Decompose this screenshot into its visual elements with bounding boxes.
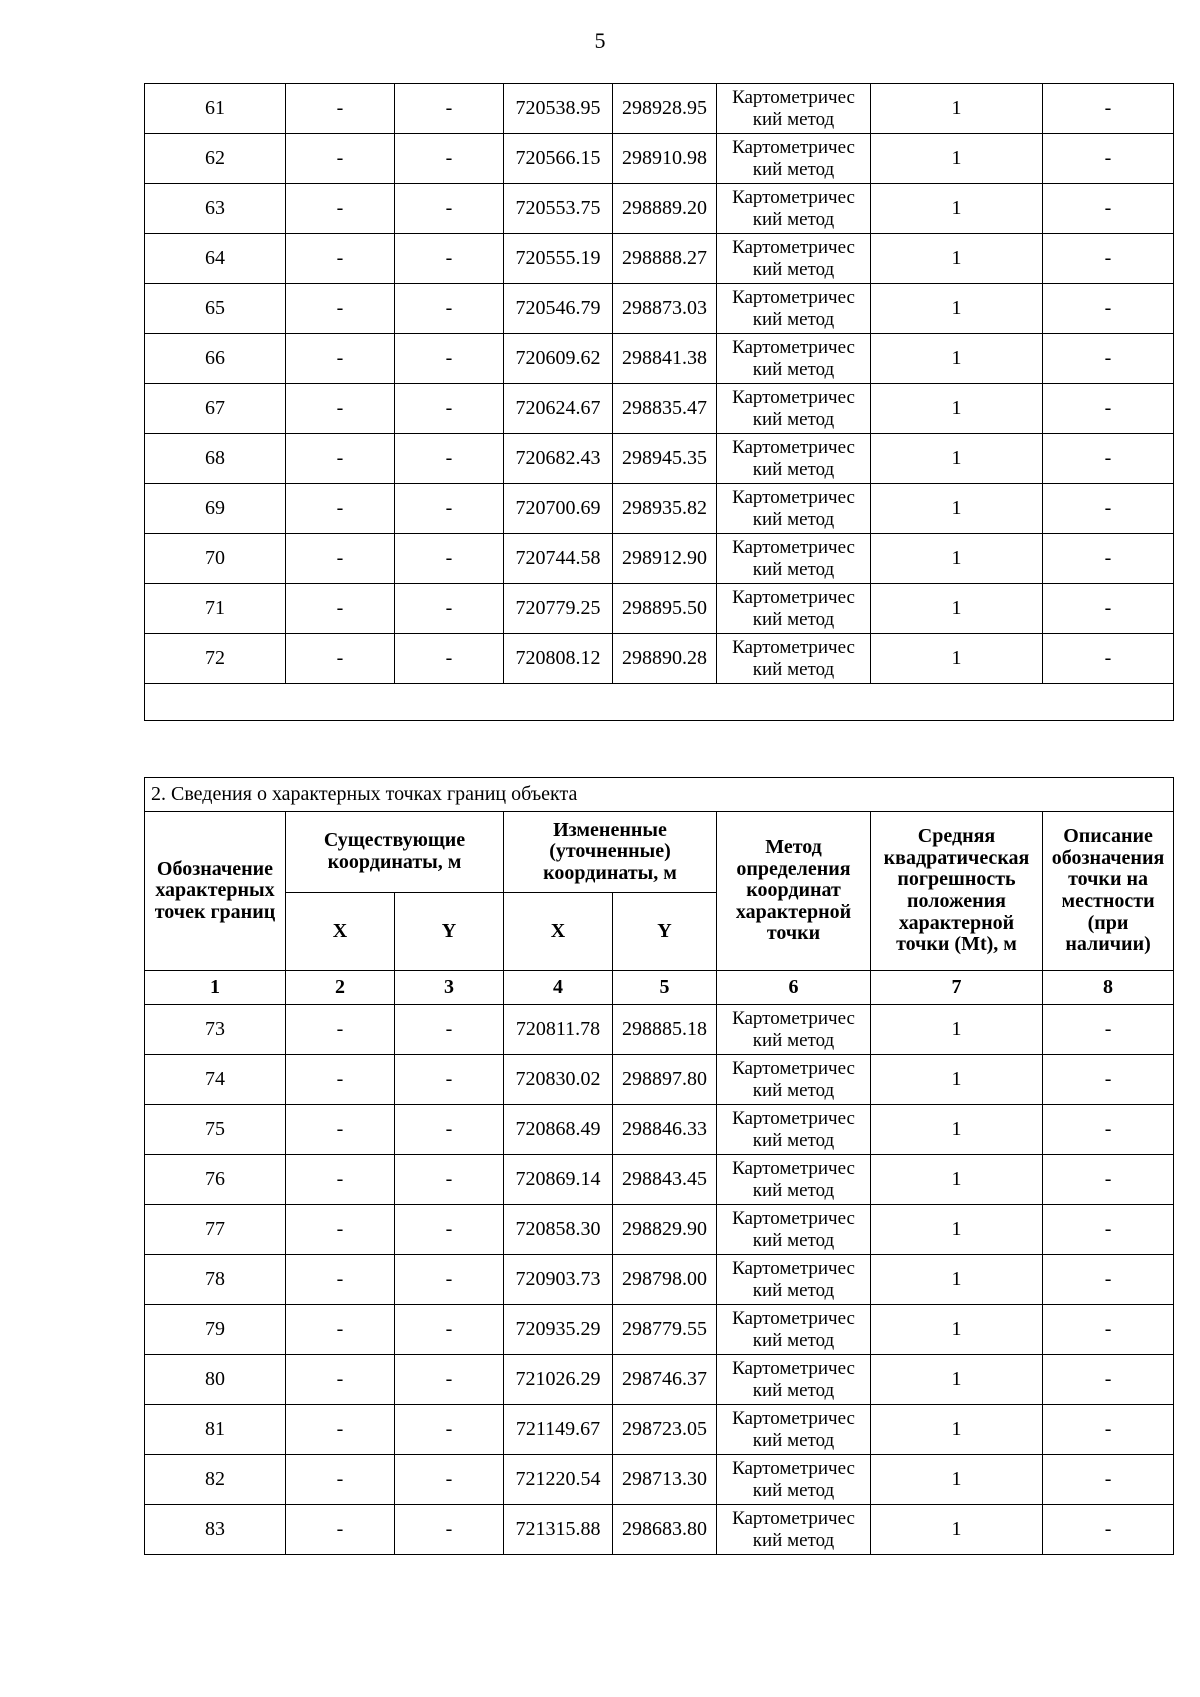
point-description: - — [1043, 184, 1174, 234]
changed-x: 720555.19 — [504, 234, 613, 284]
existing-y: - — [395, 284, 504, 334]
existing-y: - — [395, 434, 504, 484]
table-row — [145, 1105, 1174, 1155]
existing-x: - — [286, 134, 395, 184]
point-number: 72 — [145, 634, 286, 684]
changed-x: 720566.15 — [504, 134, 613, 184]
method-cell — [717, 484, 871, 534]
point-number: 69 — [145, 484, 286, 534]
changed-x: 721149.67 — [504, 1405, 613, 1455]
changed-y: 298912.90 — [613, 534, 717, 584]
method-cell — [717, 584, 871, 634]
existing-x: - — [286, 184, 395, 234]
method-line-1: Картометричес — [732, 587, 855, 609]
changed-y: 298928.95 — [613, 84, 717, 134]
header-changed-coordinates: Измененные (уточненные) координаты, м — [504, 812, 717, 893]
method-line-1: Картометричес — [732, 537, 855, 559]
table-row — [145, 134, 1174, 184]
existing-y: - — [395, 584, 504, 634]
point-number: 64 — [145, 234, 286, 284]
existing-y: - — [395, 1205, 504, 1255]
existing-y: - — [395, 234, 504, 284]
existing-x: - — [286, 1005, 395, 1055]
mean-error: 1 — [871, 1105, 1043, 1155]
existing-x: - — [286, 1255, 395, 1305]
point-description: - — [1043, 1055, 1174, 1105]
changed-x: 720682.43 — [504, 434, 613, 484]
changed-x: 721026.29 — [504, 1355, 613, 1405]
changed-x: 720858.30 — [504, 1205, 613, 1255]
method-line-2: кий метод — [752, 1379, 835, 1401]
method-line-2: кий метод — [752, 1179, 835, 1201]
point-description: - — [1043, 434, 1174, 484]
method-cell — [717, 434, 871, 484]
mean-error: 1 — [871, 134, 1043, 184]
changed-y: 298798.00 — [613, 1255, 717, 1305]
mean-error: 1 — [871, 1405, 1043, 1455]
method-cell — [717, 334, 871, 384]
method-line-2: кий метод — [752, 408, 835, 430]
point-number: 75 — [145, 1105, 286, 1155]
changed-x: 720779.25 — [504, 584, 613, 634]
point-description: - — [1043, 634, 1174, 684]
method-line-2: кий метод — [752, 1079, 835, 1101]
existing-y: - — [395, 1255, 504, 1305]
method-cell — [717, 1455, 871, 1505]
method-line-1: Картометричес — [732, 1058, 855, 1080]
table-row — [145, 1005, 1174, 1055]
method-line-1: Картометричес — [732, 1258, 855, 1280]
changed-x: 720700.69 — [504, 484, 613, 534]
method-cell — [717, 184, 871, 234]
mean-error: 1 — [871, 1155, 1043, 1205]
point-description: - — [1043, 1205, 1174, 1255]
mean-error: 1 — [871, 534, 1043, 584]
existing-y: - — [395, 1455, 504, 1505]
point-description: - — [1043, 334, 1174, 384]
existing-x: - — [286, 1205, 395, 1255]
existing-x: - — [286, 1355, 395, 1405]
point-description: - — [1043, 1005, 1174, 1055]
method-line-2: кий метод — [752, 158, 835, 180]
table-row — [145, 1305, 1174, 1355]
point-number: 68 — [145, 434, 286, 484]
existing-x: - — [286, 484, 395, 534]
column-number: 3 — [395, 971, 504, 1005]
existing-x: - — [286, 334, 395, 384]
method-line-2: кий метод — [752, 108, 835, 130]
method-cell — [717, 1305, 871, 1355]
point-number: 74 — [145, 1055, 286, 1105]
changed-y: 298829.90 — [613, 1205, 717, 1255]
existing-y: - — [395, 384, 504, 434]
column-number: 4 — [504, 971, 613, 1005]
method-cell — [717, 1505, 871, 1555]
existing-y: - — [395, 134, 504, 184]
column-numbers-row — [145, 971, 1174, 1005]
existing-y: - — [395, 84, 504, 134]
method-line-1: Картометричес — [732, 1108, 855, 1130]
method-line-1: Картометричес — [732, 87, 855, 109]
changed-y: 298910.98 — [613, 134, 717, 184]
point-number: 83 — [145, 1505, 286, 1555]
method-line-1: Картометричес — [732, 337, 855, 359]
table-row — [145, 384, 1174, 434]
existing-x: - — [286, 1455, 395, 1505]
mean-error: 1 — [871, 1005, 1043, 1055]
table-row — [145, 584, 1174, 634]
method-cell — [717, 1105, 871, 1155]
header-changed-y: Y — [613, 893, 717, 971]
existing-x: - — [286, 1055, 395, 1105]
table-row — [145, 334, 1174, 384]
changed-x: 720553.75 — [504, 184, 613, 234]
mean-error: 1 — [871, 384, 1043, 434]
method-line-1: Картометричес — [732, 237, 855, 259]
empty-row — [145, 684, 1174, 721]
existing-x: - — [286, 434, 395, 484]
point-description: - — [1043, 1155, 1174, 1205]
method-line-1: Картометричес — [732, 437, 855, 459]
changed-x: 721315.88 — [504, 1505, 613, 1555]
method-line-2: кий метод — [752, 1429, 835, 1451]
method-cell — [717, 1405, 871, 1455]
point-number: 73 — [145, 1005, 286, 1055]
method-line-2: кий метод — [752, 608, 835, 630]
existing-y: - — [395, 534, 504, 584]
mean-error: 1 — [871, 1055, 1043, 1105]
table-row — [145, 534, 1174, 584]
table-row — [145, 634, 1174, 684]
existing-x: - — [286, 1105, 395, 1155]
point-number: 80 — [145, 1355, 286, 1405]
existing-y: - — [395, 1155, 504, 1205]
existing-x: - — [286, 534, 395, 584]
changed-x: 720869.14 — [504, 1155, 613, 1205]
point-number: 63 — [145, 184, 286, 234]
point-number: 76 — [145, 1155, 286, 1205]
existing-x: - — [286, 584, 395, 634]
header-designation: Обозначение характерных точек границ — [145, 812, 286, 971]
method-line-2: кий метод — [752, 308, 835, 330]
point-number: 66 — [145, 334, 286, 384]
changed-x: 721220.54 — [504, 1455, 613, 1505]
header-description: Описание обозначения точки на местности (при наличии) — [1043, 812, 1174, 971]
table-caption: 2. Сведения о характерных точках границ объекта — [145, 778, 1174, 812]
existing-y: - — [395, 484, 504, 534]
method-cell — [717, 534, 871, 584]
method-line-1: Картометричес — [732, 187, 855, 209]
method-cell — [717, 1155, 871, 1205]
method-cell — [717, 84, 871, 134]
existing-y: - — [395, 1005, 504, 1055]
header-existing-coordinates: Существующие координаты, м — [286, 812, 504, 893]
point-description: - — [1043, 284, 1174, 334]
table-row — [145, 1455, 1174, 1505]
method-line-1: Картометричес — [732, 1458, 855, 1480]
existing-x: - — [286, 1305, 395, 1355]
changed-y: 298835.47 — [613, 384, 717, 434]
mean-error: 1 — [871, 1305, 1043, 1355]
table-row — [145, 1405, 1174, 1455]
method-line-1: Картометричес — [732, 137, 855, 159]
changed-x: 720808.12 — [504, 634, 613, 684]
method-cell — [717, 134, 871, 184]
point-description: - — [1043, 1505, 1174, 1555]
existing-y: - — [395, 1055, 504, 1105]
point-description: - — [1043, 84, 1174, 134]
method-line-2: кий метод — [752, 1479, 835, 1501]
method-line-2: кий метод — [752, 1129, 835, 1151]
point-number: 78 — [145, 1255, 286, 1305]
method-line-1: Картометричес — [732, 287, 855, 309]
point-description: - — [1043, 534, 1174, 584]
changed-y: 298897.80 — [613, 1055, 717, 1105]
header-error: Средняя квадратическая погрешность положения характерной точки (Mt), м — [871, 812, 1043, 971]
point-number: 71 — [145, 584, 286, 634]
method-cell — [717, 1205, 871, 1255]
existing-y: - — [395, 1105, 504, 1155]
changed-y: 298713.30 — [613, 1455, 717, 1505]
changed-x: 720744.58 — [504, 534, 613, 584]
column-number: 8 — [1043, 971, 1174, 1005]
point-number: 62 — [145, 134, 286, 184]
mean-error: 1 — [871, 284, 1043, 334]
existing-x: - — [286, 1405, 395, 1455]
changed-x: 720609.62 — [504, 334, 613, 384]
existing-x: - — [286, 1155, 395, 1205]
existing-y: - — [395, 1305, 504, 1355]
point-description: - — [1043, 584, 1174, 634]
table-caption-row — [145, 778, 1174, 812]
mean-error: 1 — [871, 334, 1043, 384]
point-description: - — [1043, 484, 1174, 534]
method-line-2: кий метод — [752, 558, 835, 580]
method-cell — [717, 1255, 871, 1305]
changed-y: 298935.82 — [613, 484, 717, 534]
existing-y: - — [395, 184, 504, 234]
changed-y: 298746.37 — [613, 1355, 717, 1405]
mean-error: 1 — [871, 234, 1043, 284]
method-cell — [717, 634, 871, 684]
changed-x: 720830.02 — [504, 1055, 613, 1105]
changed-y: 298895.50 — [613, 584, 717, 634]
mean-error: 1 — [871, 434, 1043, 484]
changed-y: 298723.05 — [613, 1405, 717, 1455]
point-number: 67 — [145, 384, 286, 434]
changed-x: 720624.67 — [504, 384, 613, 434]
method-cell — [717, 384, 871, 434]
existing-x: - — [286, 384, 395, 434]
method-line-1: Картометричес — [732, 1158, 855, 1180]
header-changed-x: X — [504, 893, 613, 971]
page-number: 5 — [594, 28, 606, 53]
mean-error: 1 — [871, 1355, 1043, 1405]
method-cell — [717, 284, 871, 334]
changed-x: 720868.49 — [504, 1105, 613, 1155]
boundary-points-table — [144, 777, 1174, 1555]
method-cell — [717, 234, 871, 284]
changed-y: 298843.45 — [613, 1155, 717, 1205]
existing-x: - — [286, 234, 395, 284]
method-cell — [717, 1355, 871, 1405]
changed-y: 298889.20 — [613, 184, 717, 234]
method-line-1: Картометричес — [732, 1508, 855, 1530]
method-line-2: кий метод — [752, 258, 835, 280]
column-number: 2 — [286, 971, 395, 1005]
point-description: - — [1043, 1305, 1174, 1355]
method-line-2: кий метод — [752, 1279, 835, 1301]
point-number: 81 — [145, 1405, 286, 1455]
changed-y: 298683.80 — [613, 1505, 717, 1555]
coordinates-table-continued — [144, 83, 1174, 721]
table-row — [145, 1255, 1174, 1305]
point-description: - — [1043, 1455, 1174, 1505]
point-description: - — [1043, 134, 1174, 184]
method-line-1: Картометричес — [732, 487, 855, 509]
point-number: 61 — [145, 84, 286, 134]
existing-x: - — [286, 84, 395, 134]
changed-y: 298779.55 — [613, 1305, 717, 1355]
table-row — [145, 1205, 1174, 1255]
method-line-1: Картометричес — [732, 1008, 855, 1030]
mean-error: 1 — [871, 184, 1043, 234]
changed-y: 298873.03 — [613, 284, 717, 334]
method-line-1: Картометричес — [732, 637, 855, 659]
method-line-2: кий метод — [752, 358, 835, 380]
table-row — [145, 234, 1174, 284]
point-number: 82 — [145, 1455, 286, 1505]
changed-y: 298841.38 — [613, 334, 717, 384]
method-line-2: кий метод — [752, 1529, 835, 1551]
method-line-2: кий метод — [752, 508, 835, 530]
point-number: 70 — [145, 534, 286, 584]
table-row — [145, 1355, 1174, 1405]
point-number: 65 — [145, 284, 286, 334]
existing-y: - — [395, 1505, 504, 1555]
changed-y: 298888.27 — [613, 234, 717, 284]
method-line-2: кий метод — [752, 208, 835, 230]
mean-error: 1 — [871, 1455, 1043, 1505]
existing-x: - — [286, 284, 395, 334]
method-line-1: Картометричес — [732, 1308, 855, 1330]
mean-error: 1 — [871, 1255, 1043, 1305]
mean-error: 1 — [871, 484, 1043, 534]
method-cell — [717, 1005, 871, 1055]
point-description: - — [1043, 234, 1174, 284]
method-line-1: Картометричес — [732, 1408, 855, 1430]
table-row — [145, 1155, 1174, 1205]
method-line-1: Картометричес — [732, 1208, 855, 1230]
column-number: 6 — [717, 971, 871, 1005]
changed-y: 298945.35 — [613, 434, 717, 484]
changed-x: 720903.73 — [504, 1255, 613, 1305]
mean-error: 1 — [871, 1205, 1043, 1255]
mean-error: 1 — [871, 634, 1043, 684]
existing-x: - — [286, 1505, 395, 1555]
changed-x: 720538.95 — [504, 84, 613, 134]
header-method: Метод определения координат характерной точки — [717, 812, 871, 971]
point-description: - — [1043, 1355, 1174, 1405]
point-description: - — [1043, 1405, 1174, 1455]
method-line-2: кий метод — [752, 1229, 835, 1251]
table-row — [145, 1505, 1174, 1555]
existing-y: - — [395, 634, 504, 684]
changed-y: 298846.33 — [613, 1105, 717, 1155]
method-line-2: кий метод — [752, 658, 835, 680]
table-row — [145, 184, 1174, 234]
point-description: - — [1043, 1255, 1174, 1305]
method-line-2: кий метод — [752, 1329, 835, 1351]
point-description: - — [1043, 1105, 1174, 1155]
changed-x: 720811.78 — [504, 1005, 613, 1055]
header-existing-x: X — [286, 893, 395, 971]
method-line-1: Картометричес — [732, 1358, 855, 1380]
method-cell — [717, 1055, 871, 1105]
point-description: - — [1043, 384, 1174, 434]
existing-y: - — [395, 334, 504, 384]
method-line-2: кий метод — [752, 458, 835, 480]
table-row — [145, 484, 1174, 534]
mean-error: 1 — [871, 584, 1043, 634]
header-existing-y: Y — [395, 893, 504, 971]
column-number: 5 — [613, 971, 717, 1005]
existing-y: - — [395, 1355, 504, 1405]
header-row — [145, 812, 1174, 893]
column-number: 1 — [145, 971, 286, 1005]
existing-x: - — [286, 634, 395, 684]
existing-y: - — [395, 1405, 504, 1455]
changed-y: 298890.28 — [613, 634, 717, 684]
changed-x: 720546.79 — [504, 284, 613, 334]
method-line-2: кий метод — [752, 1029, 835, 1051]
point-number: 79 — [145, 1305, 286, 1355]
method-line-1: Картометричес — [732, 387, 855, 409]
column-number: 7 — [871, 971, 1043, 1005]
table-row — [145, 434, 1174, 484]
mean-error: 1 — [871, 84, 1043, 134]
table-row — [145, 1055, 1174, 1105]
mean-error: 1 — [871, 1505, 1043, 1555]
point-number: 77 — [145, 1205, 286, 1255]
table-row — [145, 84, 1174, 134]
changed-y: 298885.18 — [613, 1005, 717, 1055]
changed-x: 720935.29 — [504, 1305, 613, 1355]
table-row — [145, 284, 1174, 334]
